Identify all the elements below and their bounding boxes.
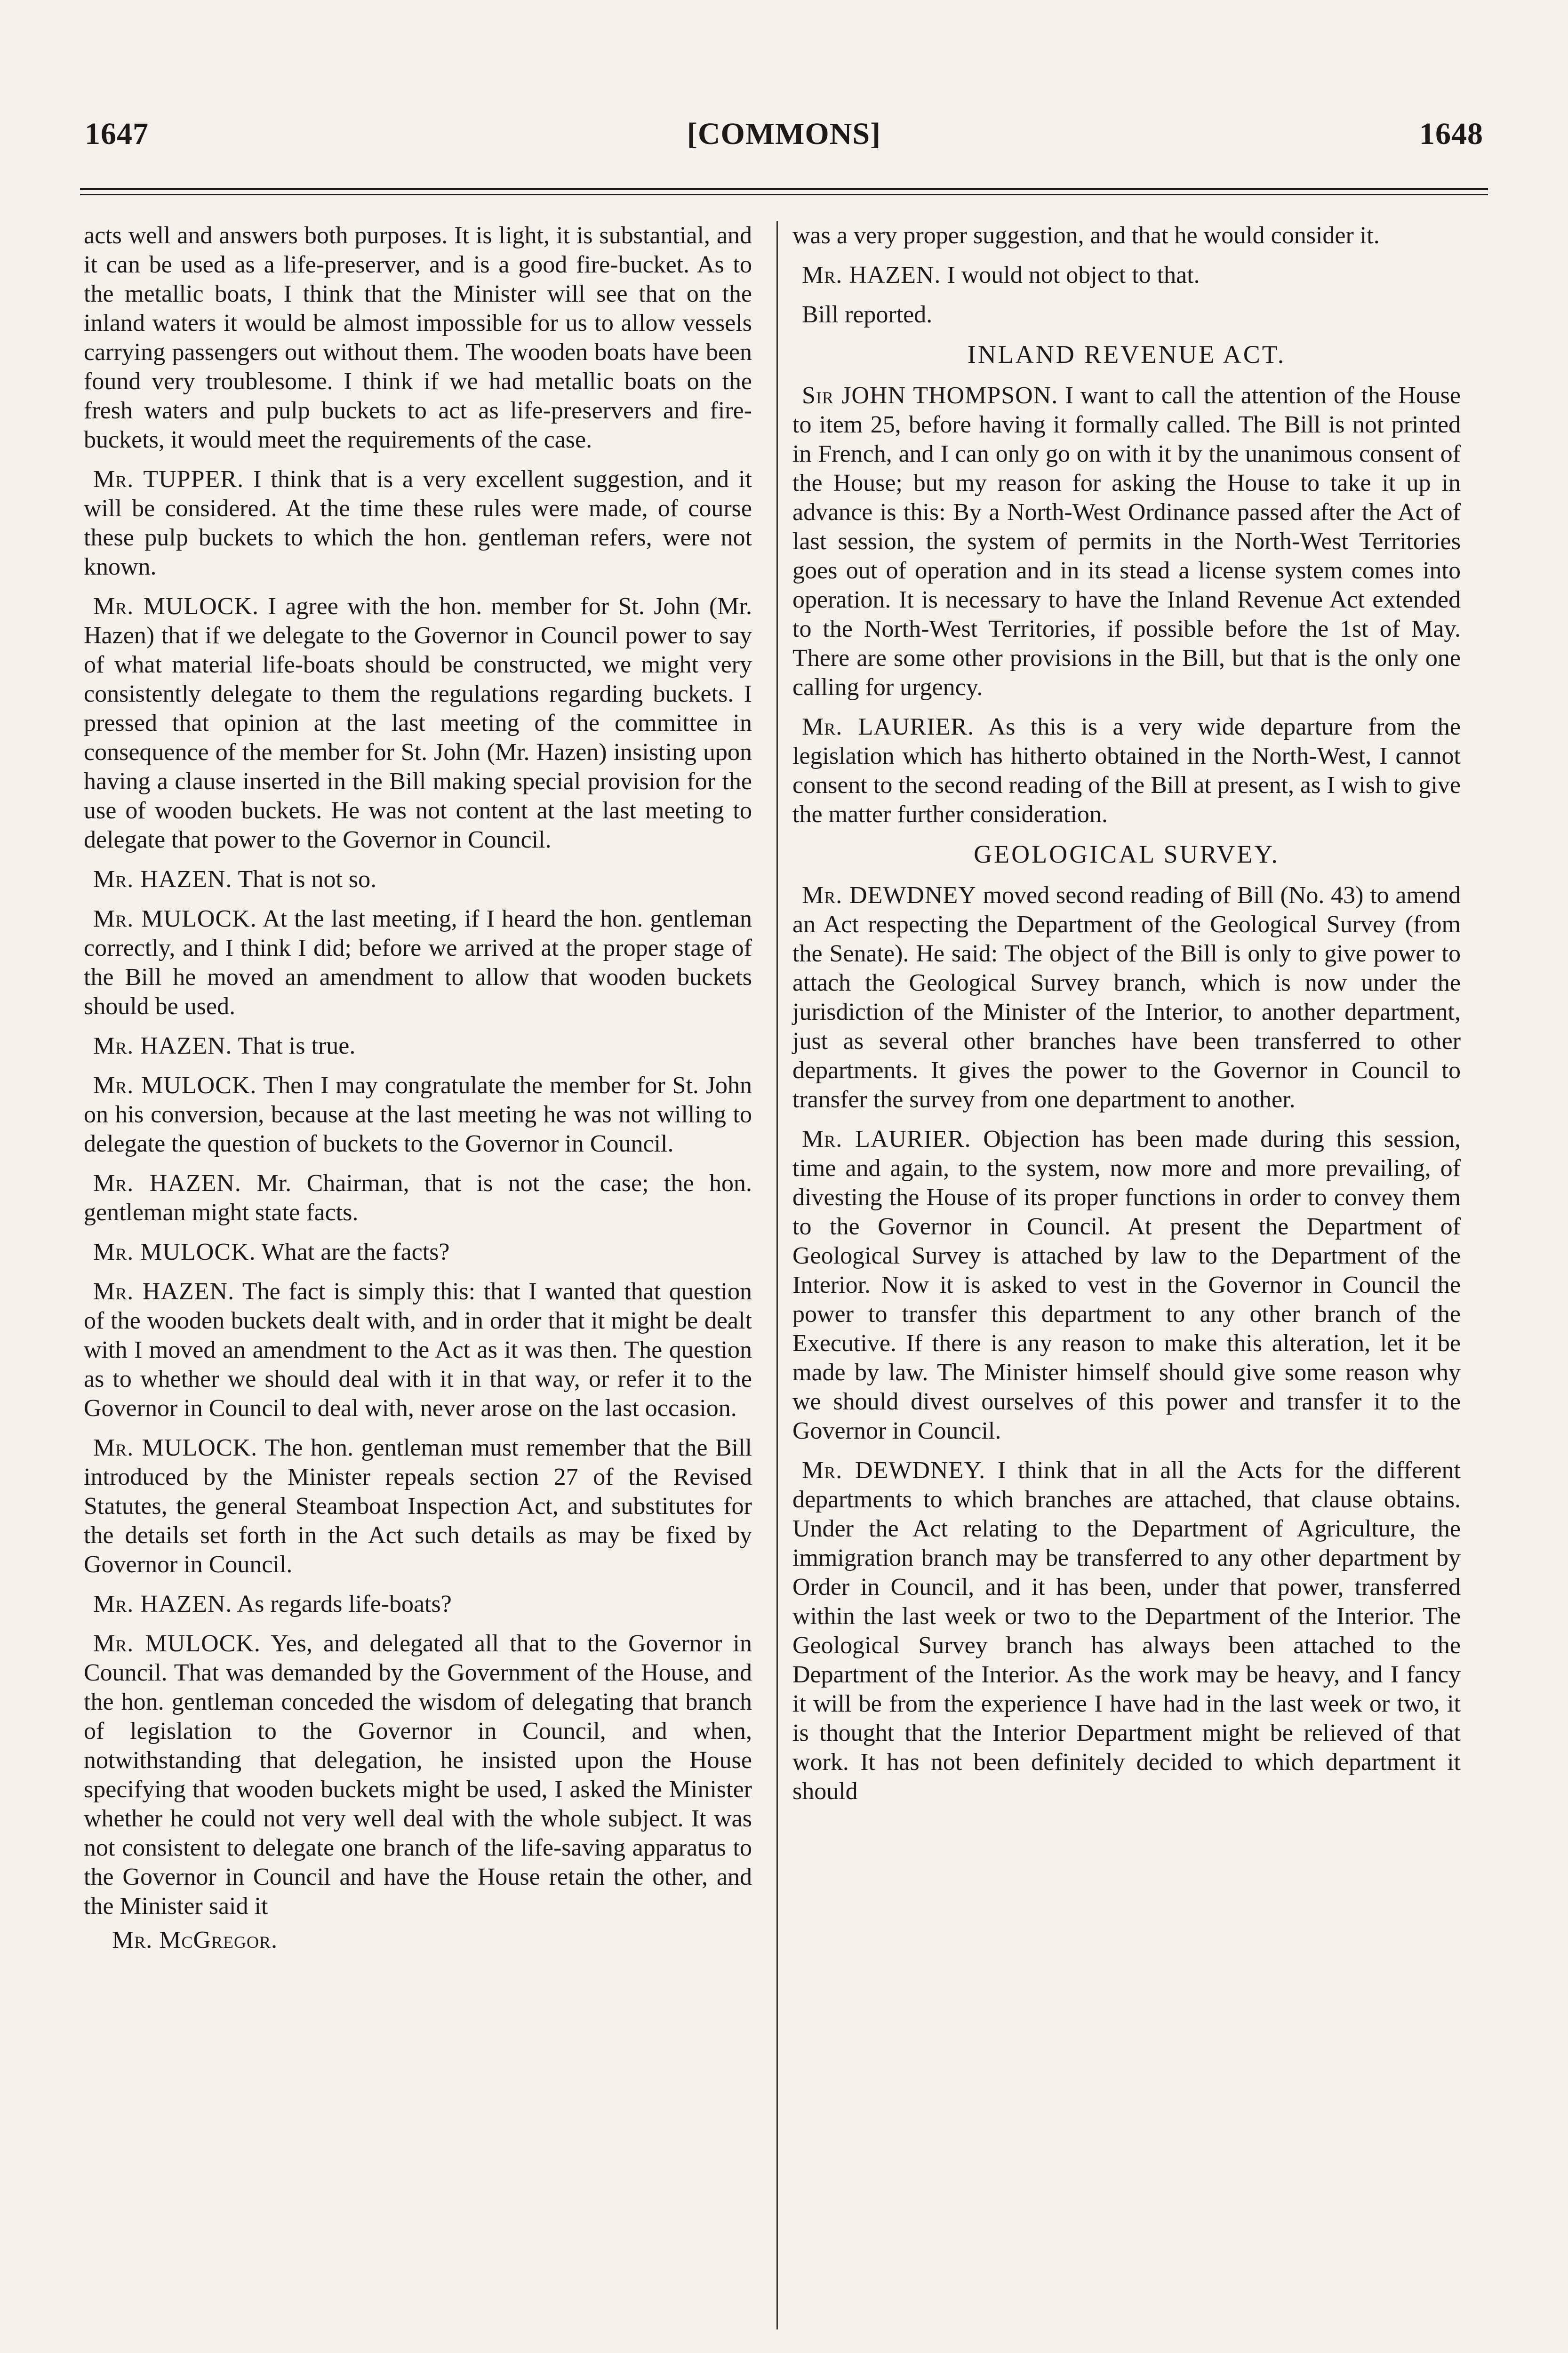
- speech-paragraph: [792, 881, 1461, 1114]
- speech-text: What are the facts?: [261, 1239, 450, 1265]
- speech-text: Mr. Chairman, that is not the case; the hon. gentleman might state facts.: [84, 1170, 752, 1226]
- speech-paragraph: [84, 1071, 752, 1159]
- speech-text: Objection has been made during this session, time and again, to the system, now more and more prevailing, of divesting the House of its proper functions in order to convey them to the Governor in Council. At present the Department of Geological Survey is attached by law to the Department of the Interior. Now it is asked to vest in the Governor in Council the power to transfer this department to any other branch of the Executive. If there is any reason to make this alteration, let it be made by law. The Minister himself should give some reason why we should divest ourselves of this power and transfer it to the Governor in Council.: [792, 1126, 1461, 1444]
- speaker-name: Mr. LAURIER.: [802, 713, 974, 740]
- speech-paragraph: [84, 1629, 752, 1921]
- speech-paragraph: [84, 1238, 752, 1267]
- column-divider: [776, 221, 778, 2329]
- speech-text: I want to call the attention of the House to item 25, before having it formally called. The Bill is not printed in French, and I can only go on with it by the unanimous consent of the House; but my reason for asking the House to take it up in advance is this: By a North-West Ordinance passed after the Act of last session, the system of permits in the North-West Territories goes out of operation and in its stead a license system comes into operation. It is necessary to have the Inland Revenue Act extended to the North-West Territories, if possible before the 1st of May. There are some other provisions in the Bill, but that is the only one calling for urgency.: [792, 382, 1461, 701]
- speaker-name: Mr. HAZEN.: [93, 1591, 232, 1617]
- speech-text: As regards life-boats?: [237, 1591, 452, 1617]
- speech-paragraph: [84, 1277, 752, 1423]
- speech-text: I agree with the hon. member for St. John (Mr. Hazen) that if we delegate to the Governor in Council power to say of what material life-boats should be constructed, we might very consistently delegate to them the regulations regarding buckets. I pressed that opinion at the last meeting of the committee in consequence of the member for St. John (Mr. Hazen) insisting upon having a clause inserted in the Bill making special provision for the use of wooden buckets. He was not content at the last meeting to delegate that power to the Governor in Council.: [84, 593, 752, 853]
- speech-paragraph: [792, 712, 1461, 829]
- speaker-name: Sir JOHN THOMPSON.: [802, 382, 1058, 409]
- speaker-name: Mr. HAZEN.: [93, 1032, 232, 1059]
- speaker-name: Mr. TUPPER.: [93, 466, 244, 493]
- speech-text: Bill reported.: [802, 301, 933, 328]
- speech-paragraph: [792, 1125, 1461, 1446]
- speech-text: That is not so.: [238, 866, 377, 893]
- speech-paragraph: [84, 1590, 752, 1619]
- speaker-name: Mr. MULOCK.: [93, 905, 257, 932]
- speaker-name: Mr. HAZEN.: [93, 1170, 241, 1197]
- speech-paragraph: [84, 1433, 752, 1579]
- speaker-name: Mr. HAZEN.: [93, 866, 232, 893]
- speech-text: I think that is a very excellent suggestion, and it will be considered. At the time these rules were made, of course these pulp buckets to which the hon. gentleman refers, were not known.: [84, 466, 752, 580]
- speech-text: The fact is simply this: that I wanted that question of the wooden buckets dealt with, and in order that it might be dealt with I moved an amendment to the Act as it was then. The question as to whether we should deal with it in that way, or refer it to the Governor in Council to deal with, never arose on the last occasion.: [84, 1278, 752, 1422]
- speaker-name: Mr. MULOCK.: [93, 1434, 258, 1461]
- speech-paragraph: [84, 592, 752, 855]
- speaker-name: Mr. MULOCK.: [93, 1072, 257, 1099]
- speech-paragraph: [792, 1456, 1461, 1806]
- speech-paragraph: [84, 904, 752, 1021]
- speech-text: acts well and answers both purposes. It is light, it is substantial, and it can be used as a life-preserver, and is a good fire-bucket. As to the metallic boats, I think that the Minister will see that on the inland waters it would be almost impossible for us to allow vessels carrying passengers out without them. The wooden boats have been found very troublesome. I think if we had metallic boats on the fresh waters and pulp buckets to act as life-preservers and fire-buckets, it would meet the requirements of the case.: [84, 222, 752, 453]
- speaker-name: Mr. DEWDNEY.: [802, 1457, 986, 1484]
- header-rule-bottom: [80, 194, 1488, 195]
- page-number-right: 1648: [1419, 117, 1483, 151]
- speech-text: was a very proper suggestion, and that he would consider it.: [792, 222, 1380, 249]
- speaker-name: Mr. HAZEN.: [93, 1278, 235, 1305]
- speech-text: At the last meeting, if I heard the hon. gentleman correctly, and I think I did; before we arrived at the proper stage of the Bill he moved an amendment to allow that wooden buckets should be used.: [84, 905, 752, 1020]
- speech-paragraph: [84, 1032, 752, 1061]
- speech-text: Yes, and delegated all that to the Governor in Council. That was demanded by the Government of the House, and the hon. gentleman conceded the wisdom of delegating that branch of legislation to the Governor in Council, and when, notwithstanding that delegation, he insisted upon the House specifying that wooden buckets might be used, I asked the Minister whether he could not very well deal with the whole subject. It was not consistent to delegate one branch of the life-saving apparatus to the Governor in Council and have the House retain the other, and the Minister said it: [84, 1630, 752, 1920]
- speaker-name: Mr. MULOCK.: [93, 593, 259, 620]
- speech-paragraph: [84, 865, 752, 894]
- catchword: Mr. McGregor.: [112, 1927, 278, 1953]
- speech-paragraph: [792, 261, 1461, 290]
- speech-paragraph: [792, 381, 1461, 702]
- speech-text: moved second reading of Bill (No. 43) to amend an Act respecting the Department of the Geological Survey (from the Senate). He said: The object of the Bill is only to give power to attach the Geological Survey branch, which is now under the jurisdiction of the Minister of the Interior, to another department, just as several other branches have been transferred to other departments. It gives the power to the Governor in Council to transfer the survey from one department to another.: [792, 882, 1461, 1113]
- speech-text: That is true.: [238, 1032, 356, 1059]
- page-header: [85, 113, 1483, 155]
- speech-text: I would not object to that.: [947, 262, 1200, 288]
- section-heading: GEOLOGICAL SURVEY.: [974, 840, 1280, 868]
- speech-paragraph: [84, 221, 752, 455]
- speech-text: The hon. gentleman must remember that the Bill introduced by the Minister repeals section 27 of the Revised Statutes, the general Steamboat Inspection Act, and substitutes for the details set forth in the Act such details as may be fixed by Governor in Council.: [84, 1434, 752, 1578]
- speech-text: I think that in all the Acts for the different departments to which branches are attached, that clause obtains. Under the Act relating to the Department of Agriculture, the immigration branch may be transferred to any other department by Order in Council, and it has been, under that power, transferred within the last week or two to the Department of the Interior. The Geological Survey branch has always been attached to the Department of the Interior. As the work may be heavy, and I fancy it will be from the experience I have had in the last week or two, it is thought that the Interior Department might be relieved of that work. It has not been definitely decided to which department it should: [792, 1457, 1461, 1805]
- section-heading: INLAND REVENUE ACT.: [967, 340, 1286, 368]
- header-rule-top: [80, 188, 1488, 190]
- running-title: [COMMONS]: [687, 117, 881, 151]
- speaker-name: Mr. HAZEN.: [802, 262, 941, 288]
- speaker-name: Mr. LAURIER.: [802, 1126, 971, 1152]
- speaker-name: Mr. MULOCK.: [93, 1239, 256, 1265]
- speech-paragraph: [792, 221, 1461, 250]
- right-column: [792, 221, 1461, 1817]
- speech-paragraph: [792, 300, 1461, 329]
- speaker-name: Mr. MULOCK.: [93, 1630, 261, 1657]
- speech-paragraph: [84, 1169, 752, 1227]
- speech-text: As this is a very wide departure from the legislation which has hitherto obtained in the North-West, I cannot consent to the second reading of the Bill at present, as I wish to give the matter further consideration.: [792, 713, 1461, 828]
- page-number-left: 1647: [85, 117, 149, 151]
- speech-paragraph: [84, 465, 752, 582]
- left-column: [84, 221, 752, 1955]
- speech-text: Then I may congratulate the member for St. John on his conversion, because at the last meeting he was not willing to delegate the question of buckets to the Governor in Council.: [84, 1072, 752, 1157]
- speaker-name: Mr. DEWDNEY: [802, 882, 976, 909]
